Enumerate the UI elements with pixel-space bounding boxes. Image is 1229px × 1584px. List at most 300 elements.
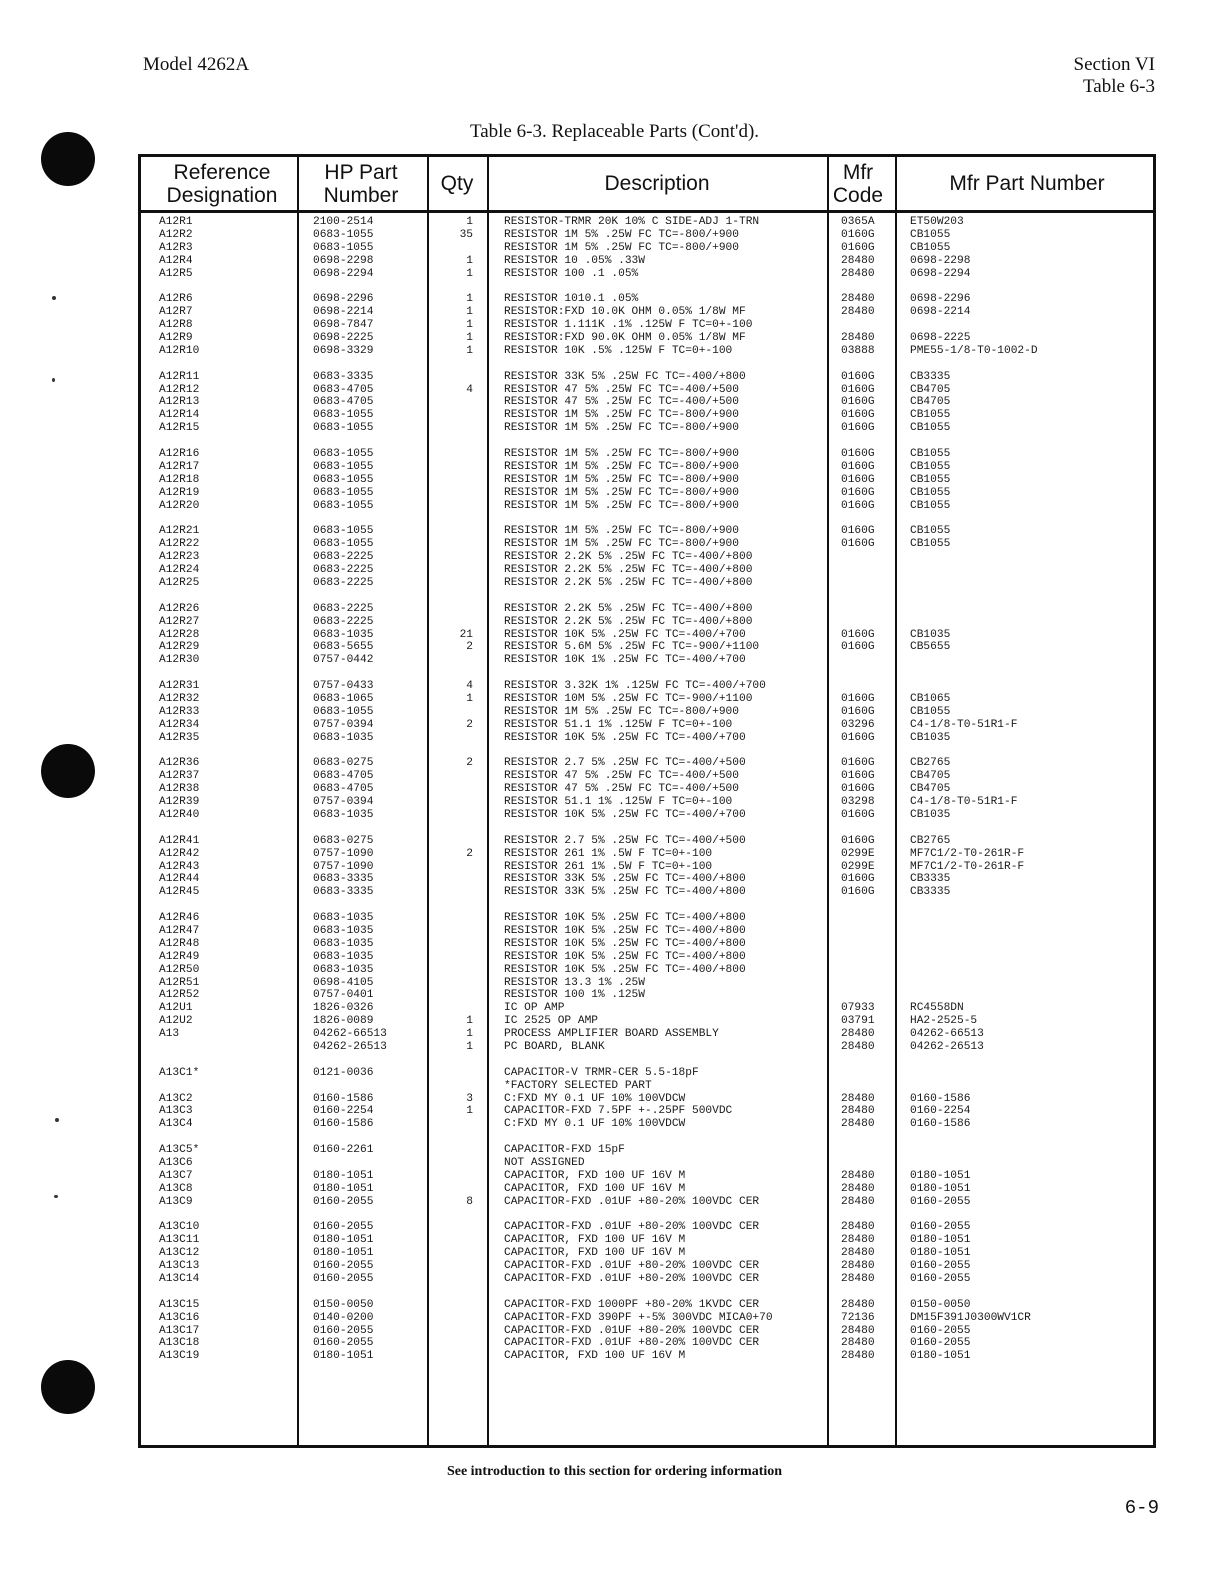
hp-part-number-cell: 2100-2514 (313, 216, 374, 228)
ref-designation-cell: A13C5* (159, 1144, 200, 1157)
mfr-part-number-cell: 0698-2214 (910, 306, 971, 319)
table-row (141, 1247, 1153, 1260)
description-cell: RESISTOR 1M 5% .25W FC TC=-800/+900 (504, 705, 739, 718)
ref-designation-cell: A13C9 (159, 1195, 193, 1208)
description-cell: RESISTOR 1M 5% .25W FC TC=-800/+900 (504, 228, 739, 241)
ref-designation-cell: A12R3 (159, 241, 193, 254)
description-cell: RESISTOR 1M 5% .25W FC TC=-800/+900 (504, 525, 739, 538)
table-row (141, 1260, 1153, 1273)
ref-designation-cell: A12R50 (159, 963, 200, 976)
mfr-code-cell: 0160G (841, 499, 875, 512)
description-cell: RESISTOR 100 1% .125W (504, 989, 645, 1002)
ref-designation-cell: A12R41 (159, 834, 200, 847)
mfr-part-number-cell: ET50W203 (910, 216, 964, 228)
description-cell: RESISTOR 10 .05% .33W (504, 254, 645, 267)
hp-part-number-cell: 0683-4705 (313, 383, 374, 396)
qty-cell: 1 (466, 306, 473, 319)
table-row (141, 1080, 1153, 1093)
table-row (141, 525, 1153, 538)
table-title: Table 6-3. Replaceable Parts (Cont'd). (469, 121, 760, 142)
mfr-part-number-cell: 0698-2225 (910, 332, 971, 345)
table-row (141, 873, 1153, 886)
mfr-code-cell: 28480 (841, 1247, 875, 1260)
mfr-code-cell: 28480 (841, 1105, 875, 1118)
hp-part-number-cell: 0180-1051 (313, 1350, 374, 1363)
table-row (141, 1312, 1153, 1325)
mfr-part-number-cell: CB1055 (910, 473, 951, 486)
group-spacer (141, 1131, 1153, 1144)
ref-designation-cell: A12U2 (159, 1015, 193, 1028)
mfr-part-number-cell: MF7C1/2-T0-261R-F (910, 860, 1025, 873)
qty-cell: 1 (466, 293, 473, 306)
table-row (141, 1118, 1153, 1131)
description-cell: CAPACITOR-FXD 15pF (504, 1144, 625, 1157)
description-cell: RESISTOR 10K 5% .25W FC TC=-400/+800 (504, 950, 746, 963)
group-spacer (141, 358, 1153, 371)
hp-part-number-cell: 1826-0089 (313, 1015, 374, 1028)
mfr-code-cell: 28480 (841, 293, 875, 306)
table-row (141, 332, 1153, 345)
hp-part-number-cell: 0160-2254 (313, 1105, 374, 1118)
ref-designation-cell: A12U1 (159, 1002, 193, 1015)
description-cell: PC BOARD, BLANK (504, 1041, 605, 1053)
table-row (141, 319, 1153, 332)
hp-part-number-cell: 0683-1065 (313, 692, 374, 705)
mfr-part-number-cell: CB1055 (910, 241, 951, 254)
mfr-code-cell: 0160G (841, 525, 875, 538)
hp-part-number-cell: 0160-2055 (313, 1337, 374, 1350)
mfr-code-cell: 0160G (841, 409, 875, 422)
table-row (141, 293, 1153, 306)
table-row (141, 396, 1153, 409)
group-spacer (141, 1209, 1153, 1222)
qty-cell: 2 (466, 757, 473, 770)
table-row (141, 654, 1153, 667)
mfr-part-number-cell: 0160-1586 (910, 1118, 971, 1131)
description-cell: RESISTOR 10K .5% .125W F TC=0+-100 (504, 344, 733, 357)
page-number: 6-9 (1124, 1497, 1159, 1519)
mfr-part-number-cell: 0160-2055 (910, 1195, 971, 1208)
table-row (141, 809, 1153, 822)
ref-designation-cell: A13C8 (159, 1182, 193, 1195)
hp-part-number-cell: 04262-66513 (313, 1028, 387, 1041)
hp-part-number-cell: 0757-1090 (313, 860, 374, 873)
table-row (141, 1183, 1153, 1196)
ref-designation-cell: A13C12 (159, 1247, 200, 1260)
description-cell: RESISTOR 10K 5% .25W FC TC=-400/+700 (504, 628, 746, 641)
hp-part-number-cell: 0683-1055 (313, 448, 374, 461)
table-row (141, 1157, 1153, 1170)
description-cell: CAPACITOR-FXD .01UF +80-20% 100VDC CER (504, 1221, 760, 1234)
mfr-part-number-cell: 0160-2055 (910, 1260, 971, 1273)
description-cell: RESISTOR 100 .1 .05% (504, 267, 639, 280)
mfr-code-cell: 0160G (841, 783, 875, 796)
hp-part-number-cell: 0160-1586 (313, 1118, 374, 1131)
mfr-part-number-cell: 0160-2055 (910, 1221, 971, 1234)
punch-hole-middle (41, 744, 95, 798)
ref-designation-cell: A13C4 (159, 1118, 193, 1131)
ref-designation-cell: A13C16 (159, 1311, 200, 1324)
hp-part-number-cell: 0683-1055 (313, 486, 374, 499)
mfr-part-number-cell: 0160-1586 (910, 1092, 971, 1105)
mfr-code-cell: 28480 (841, 1273, 875, 1286)
ref-designation-cell: A13C14 (159, 1273, 200, 1286)
hp-part-number-cell: 0683-0275 (313, 834, 374, 847)
hp-part-number-cell: 0683-1055 (313, 705, 374, 718)
table-header-row (141, 157, 1153, 213)
parts-table (138, 154, 1156, 1448)
hp-part-number-cell: 0683-1035 (313, 808, 374, 821)
table-row (141, 783, 1153, 796)
table-row (141, 616, 1153, 629)
hp-part-number-cell: 0683-2225 (313, 564, 374, 577)
description-cell: RESISTOR 2.2K 5% .25W FC TC=-400/+800 (504, 602, 753, 615)
description-cell: RESISTOR 1M 5% .25W FC TC=-800/+900 (504, 473, 739, 486)
mfr-part-number-cell: 0160-2055 (910, 1337, 971, 1350)
table-row (141, 641, 1153, 654)
hp-part-number-cell: 0757-0442 (313, 654, 374, 667)
ref-designation-cell: A13C2 (159, 1092, 193, 1105)
hp-part-number-cell: 0683-3335 (313, 370, 374, 383)
model-label: Model 4262A (143, 54, 250, 75)
description-cell: RESISTOR 10K 5% .25W FC TC=-400/+700 (504, 808, 746, 821)
mfr-code-cell: 0160G (841, 757, 875, 770)
ref-designation-cell: A12R7 (159, 306, 193, 319)
mfr-part-number-cell: CB1055 (910, 460, 951, 473)
qty-cell: 21 (459, 628, 473, 641)
table-row (141, 693, 1153, 706)
hp-part-number-cell: 0121-0036 (313, 1066, 374, 1079)
description-cell: RESISTOR 1M 5% .25W FC TC=-800/+900 (504, 538, 739, 551)
table-row (141, 886, 1153, 899)
hp-part-number-cell: 0683-4705 (313, 770, 374, 783)
hp-part-number-cell: 0683-2225 (313, 551, 374, 564)
mfr-part-number-cell: 0698-2296 (910, 293, 971, 306)
description-cell: RESISTOR 1.111K .1% .125W F TC=0+-100 (504, 319, 753, 332)
qty-cell: 1 (466, 344, 473, 357)
ref-designation-cell: A12R26 (159, 602, 200, 615)
table-row (141, 977, 1153, 990)
mfr-code-cell: 28480 (841, 1092, 875, 1105)
ref-designation-cell: A12R22 (159, 538, 200, 551)
ref-designation-cell: A12R10 (159, 344, 200, 357)
table-row (141, 835, 1153, 848)
table-row (141, 1170, 1153, 1183)
table-row (141, 1234, 1153, 1247)
hp-part-number-cell: 0683-1035 (313, 628, 374, 641)
ref-designation-cell: A12R1 (159, 216, 193, 228)
group-spacer (141, 899, 1153, 912)
ref-designation-cell: A12R23 (159, 551, 200, 564)
hp-part-number-cell: 0140-0200 (313, 1311, 374, 1324)
mfr-part-number-cell: CB1035 (910, 628, 951, 641)
hp-part-number-cell: 0683-2225 (313, 576, 374, 589)
description-cell: RESISTOR 47 5% .25W FC TC=-400/+500 (504, 783, 739, 796)
table-row (141, 989, 1153, 1002)
hp-part-number-cell: 0683-4705 (313, 783, 374, 796)
hp-part-number-cell: 0683-4705 (313, 396, 374, 409)
hp-part-number-cell: 0698-2294 (313, 267, 374, 280)
mfr-part-number-cell: CB1035 (910, 731, 951, 744)
mfr-code-cell: 0160G (841, 448, 875, 461)
ref-designation-cell: A12R4 (159, 254, 193, 267)
table-row (141, 242, 1153, 255)
ref-designation-cell: A12R18 (159, 473, 200, 486)
table-row (141, 1325, 1153, 1338)
table-row (141, 448, 1153, 461)
table-row (141, 538, 1153, 551)
mfr-code-cell: 0160G (841, 422, 875, 435)
mfr-code-cell: 28480 (841, 1298, 875, 1311)
qty-cell: 3 (466, 1092, 473, 1105)
description-cell: RESISTOR 261 1% .5W F TC=0+-100 (504, 847, 713, 860)
ref-designation-cell: A12R17 (159, 460, 200, 473)
mfr-part-number-cell: MF7C1/2-T0-261R-F (910, 847, 1025, 860)
hp-part-number-cell: 0150-0050 (313, 1298, 374, 1311)
group-spacer (141, 1054, 1153, 1067)
section-label: Section VI (1073, 54, 1155, 75)
ref-designation-cell: A12R52 (159, 989, 200, 1002)
margin-speck (52, 296, 56, 300)
description-cell: CAPACITOR, FXD 100 UF 16V M (504, 1234, 686, 1247)
mfr-code-cell: 0160G (841, 370, 875, 383)
qty-cell: 8 (466, 1195, 473, 1208)
mfr-code-cell: 28480 (841, 1182, 875, 1195)
header-qty: Qty (440, 172, 474, 195)
hp-part-number-cell: 0683-2225 (313, 602, 374, 615)
ref-designation-cell: A12R6 (159, 293, 193, 306)
ref-designation-cell: A13C10 (159, 1221, 200, 1234)
group-spacer (141, 512, 1153, 525)
description-cell: CAPACITOR-FXD .01UF +80-20% 100VDC CER (504, 1195, 760, 1208)
table-row (141, 912, 1153, 925)
description-cell: RESISTOR 47 5% .25W FC TC=-400/+500 (504, 770, 739, 783)
description-cell: RESISTOR 2.7 5% .25W FC TC=-400/+500 (504, 757, 746, 770)
hp-part-number-cell: 0757-0394 (313, 718, 374, 731)
mfr-part-number-cell: CB1055 (910, 228, 951, 241)
mfr-part-number-cell: CB1065 (910, 692, 951, 705)
mfr-part-number-cell: 0150-0050 (910, 1298, 971, 1311)
description-cell: RESISTOR 1M 5% .25W FC TC=-800/+900 (504, 486, 739, 499)
mfr-part-number-cell: 0160-2254 (910, 1105, 971, 1118)
qty-cell: 4 (466, 680, 473, 693)
ref-designation-cell: A12R29 (159, 641, 200, 654)
description-cell: RESISTOR 10K 5% .25W FC TC=-400/+800 (504, 912, 746, 925)
table-row (141, 216, 1153, 229)
hp-part-number-cell: 0698-2214 (313, 306, 374, 319)
mfr-part-number-cell: HA2-2525-5 (910, 1015, 978, 1028)
mfr-code-cell: 0160G (841, 641, 875, 654)
ref-designation-cell: A13C17 (159, 1324, 200, 1337)
ref-designation-cell: A12R38 (159, 783, 200, 796)
qty-cell: 1 (466, 319, 473, 332)
mfr-code-cell: 03296 (841, 718, 875, 731)
mfr-part-number-cell: CB1055 (910, 486, 951, 499)
ref-designation-cell: A12R16 (159, 448, 200, 461)
table-row (141, 345, 1153, 358)
ref-designation-cell: A13C18 (159, 1337, 200, 1350)
description-cell: CAPACITOR, FXD 100 UF 16V M (504, 1247, 686, 1260)
table-row (141, 951, 1153, 964)
hp-part-number-cell: 0683-3335 (313, 886, 374, 899)
header-hp-part-number: HP Part Number (323, 160, 399, 207)
description-cell: RESISTOR 33K 5% .25W FC TC=-400/+800 (504, 370, 746, 383)
ref-designation-cell: A12R40 (159, 808, 200, 821)
description-cell: CAPACITOR-FXD 7.5PF +-.25PF 500VDC (504, 1105, 733, 1118)
mfr-part-number-cell: 04262-66513 (910, 1028, 984, 1041)
mfr-code-cell: 07933 (841, 1002, 875, 1015)
mfr-part-number-cell: 0160-2055 (910, 1273, 971, 1286)
ref-designation-cell: A12R15 (159, 422, 200, 435)
description-cell: CAPACITOR, FXD 100 UF 16V M (504, 1182, 686, 1195)
mfr-code-cell: 0299E (841, 860, 875, 873)
hp-part-number-cell: 0698-2298 (313, 254, 374, 267)
qty-cell: 2 (466, 847, 473, 860)
mfr-part-number-cell: CB1055 (910, 705, 951, 718)
mfr-code-cell: 28480 (841, 306, 875, 319)
mfr-code-cell: 0160G (841, 486, 875, 499)
mfr-code-cell: 0160G (841, 873, 875, 886)
hp-part-number-cell: 0757-0401 (313, 989, 374, 1002)
mfr-code-cell: 0160G (841, 383, 875, 396)
hp-part-number-cell: 0698-2296 (313, 293, 374, 306)
mfr-part-number-cell: CB4705 (910, 396, 951, 409)
ref-designation-cell: A12R42 (159, 847, 200, 860)
table-row (141, 1273, 1153, 1286)
hp-part-number-cell: 0683-1035 (313, 924, 374, 937)
ref-designation-cell: A12R39 (159, 796, 200, 809)
mfr-part-number-cell: CB1055 (910, 409, 951, 422)
mfr-code-cell: 03791 (841, 1015, 875, 1028)
mfr-part-number-cell: CB4705 (910, 770, 951, 783)
qty-cell: 1 (466, 1015, 473, 1028)
table-row (141, 306, 1153, 319)
ref-designation-cell: A12R2 (159, 228, 193, 241)
mfr-code-cell: 0160G (841, 808, 875, 821)
hp-part-number-cell: 0683-1035 (313, 912, 374, 925)
table-row (141, 1002, 1153, 1015)
mfr-part-number-cell: CB3335 (910, 370, 951, 383)
margin-speck (55, 1118, 59, 1122)
hp-part-number-cell: 0683-1055 (313, 538, 374, 551)
ref-designation-cell: A12R13 (159, 396, 200, 409)
description-cell: RESISTOR 33K 5% .25W FC TC=-400/+800 (504, 873, 746, 886)
table-row (141, 680, 1153, 693)
mfr-code-cell: 28480 (841, 1221, 875, 1234)
group-spacer (141, 590, 1153, 603)
mfr-code-cell: 0160G (841, 770, 875, 783)
mfr-part-number-cell: 04262-26513 (910, 1041, 984, 1053)
table-row (141, 229, 1153, 242)
description-cell: RESISTOR 47 5% .25W FC TC=-400/+500 (504, 383, 739, 396)
ref-designation-cell: A13C1* (159, 1066, 200, 1079)
table-row (141, 371, 1153, 384)
mfr-part-number-cell: CB4705 (910, 783, 951, 796)
table-row (141, 938, 1153, 951)
description-cell: RESISTOR 1010.1 .05% (504, 293, 639, 306)
mfr-part-number-cell: DM15F391J0300WV1CR (910, 1311, 1031, 1324)
table-row (141, 719, 1153, 732)
ref-designation-cell: A13C13 (159, 1260, 200, 1273)
description-cell: RESISTOR 10K 1% .25W FC TC=-400/+700 (504, 654, 746, 667)
qty-cell: 1 (466, 1028, 473, 1041)
header-mfr-part-number: Mfr Part Number (949, 172, 1105, 195)
ref-designation-cell: A12R34 (159, 718, 200, 731)
table-row (141, 474, 1153, 487)
mfr-code-cell: 28480 (841, 254, 875, 267)
description-cell: PROCESS AMPLIFIER BOARD ASSEMBLY (504, 1028, 719, 1041)
mfr-part-number-cell: CB2765 (910, 757, 951, 770)
hp-part-number-cell: 0683-1035 (313, 731, 374, 744)
mfr-part-number-cell: CB4705 (910, 383, 951, 396)
group-spacer (141, 435, 1153, 448)
mfr-code-cell: 0160G (841, 628, 875, 641)
mfr-code-cell: 28480 (841, 1234, 875, 1247)
ref-designation-cell: A12R12 (159, 383, 200, 396)
mfr-part-number-cell: 0180-1051 (910, 1350, 971, 1363)
section-header (1074, 54, 1155, 98)
hp-part-number-cell: 0160-2055 (313, 1221, 374, 1234)
table-ref-label: Table 6-3 (1082, 76, 1155, 97)
mfr-code-cell: 03888 (841, 344, 875, 357)
hp-part-number-cell: 0683-1055 (313, 409, 374, 422)
description-cell: RESISTOR-TRMR 20K 10% C SIDE-ADJ 1-TRN (504, 216, 760, 228)
table-row (141, 925, 1153, 938)
table-row (141, 577, 1153, 590)
ref-designation-cell: A12R11 (159, 370, 200, 383)
table-row (141, 1196, 1153, 1209)
hp-part-number-cell: 0683-5655 (313, 641, 374, 654)
mfr-part-number-cell: CB1055 (910, 499, 951, 512)
header-reference-designation: Reference Designation (166, 160, 278, 207)
table-row (141, 861, 1153, 874)
mfr-part-number-cell: C4-1/8-T0-51R1-F (910, 718, 1018, 731)
ref-designation-cell: A12R25 (159, 576, 200, 589)
mfr-code-cell: 0160G (841, 705, 875, 718)
description-cell: CAPACITOR, FXD 100 UF 16V M (504, 1169, 686, 1182)
ref-designation-cell: A12R19 (159, 486, 200, 499)
qty-cell: 1 (466, 332, 473, 345)
description-cell: RESISTOR 10K 5% .25W FC TC=-400/+800 (504, 937, 746, 950)
hp-part-number-cell: 0698-3329 (313, 344, 374, 357)
description-cell: RESISTOR 3.32K 1% .125W FC TC=-400/+700 (504, 680, 766, 693)
mfr-part-number-cell: CB1055 (910, 448, 951, 461)
table-row (141, 1299, 1153, 1312)
ref-designation-cell: A12R20 (159, 499, 200, 512)
mfr-code-cell: 03298 (841, 796, 875, 809)
ref-designation-cell: A12R8 (159, 319, 193, 332)
description-cell: CAPACITOR-FXD .01UF +80-20% 100VDC CER (504, 1324, 760, 1337)
qty-cell: 1 (466, 267, 473, 280)
ref-designation-cell: A12R48 (159, 937, 200, 950)
mfr-part-number-cell: CB2765 (910, 834, 951, 847)
description-cell: RESISTOR 5.6M 5% .25W FC TC=-900/+1100 (504, 641, 760, 654)
table-row (141, 1221, 1153, 1234)
mfr-part-number-cell: C4-1/8-T0-51R1-F (910, 796, 1018, 809)
mfr-code-cell: 28480 (841, 1260, 875, 1273)
description-cell: RESISTOR 1M 5% .25W FC TC=-800/+900 (504, 422, 739, 435)
ref-designation-cell: A12R46 (159, 912, 200, 925)
hp-part-number-cell: 0683-3335 (313, 873, 374, 886)
ref-designation-cell: A12R49 (159, 950, 200, 963)
description-cell: RESISTOR 47 5% .25W FC TC=-400/+500 (504, 396, 739, 409)
description-cell: NOT ASSIGNED (504, 1157, 585, 1170)
table-row (141, 1041, 1153, 1054)
table-row (141, 964, 1153, 977)
ref-designation-cell: A12R47 (159, 924, 200, 937)
mfr-part-number-cell: CB5655 (910, 641, 951, 654)
qty-cell: 1 (466, 216, 473, 228)
